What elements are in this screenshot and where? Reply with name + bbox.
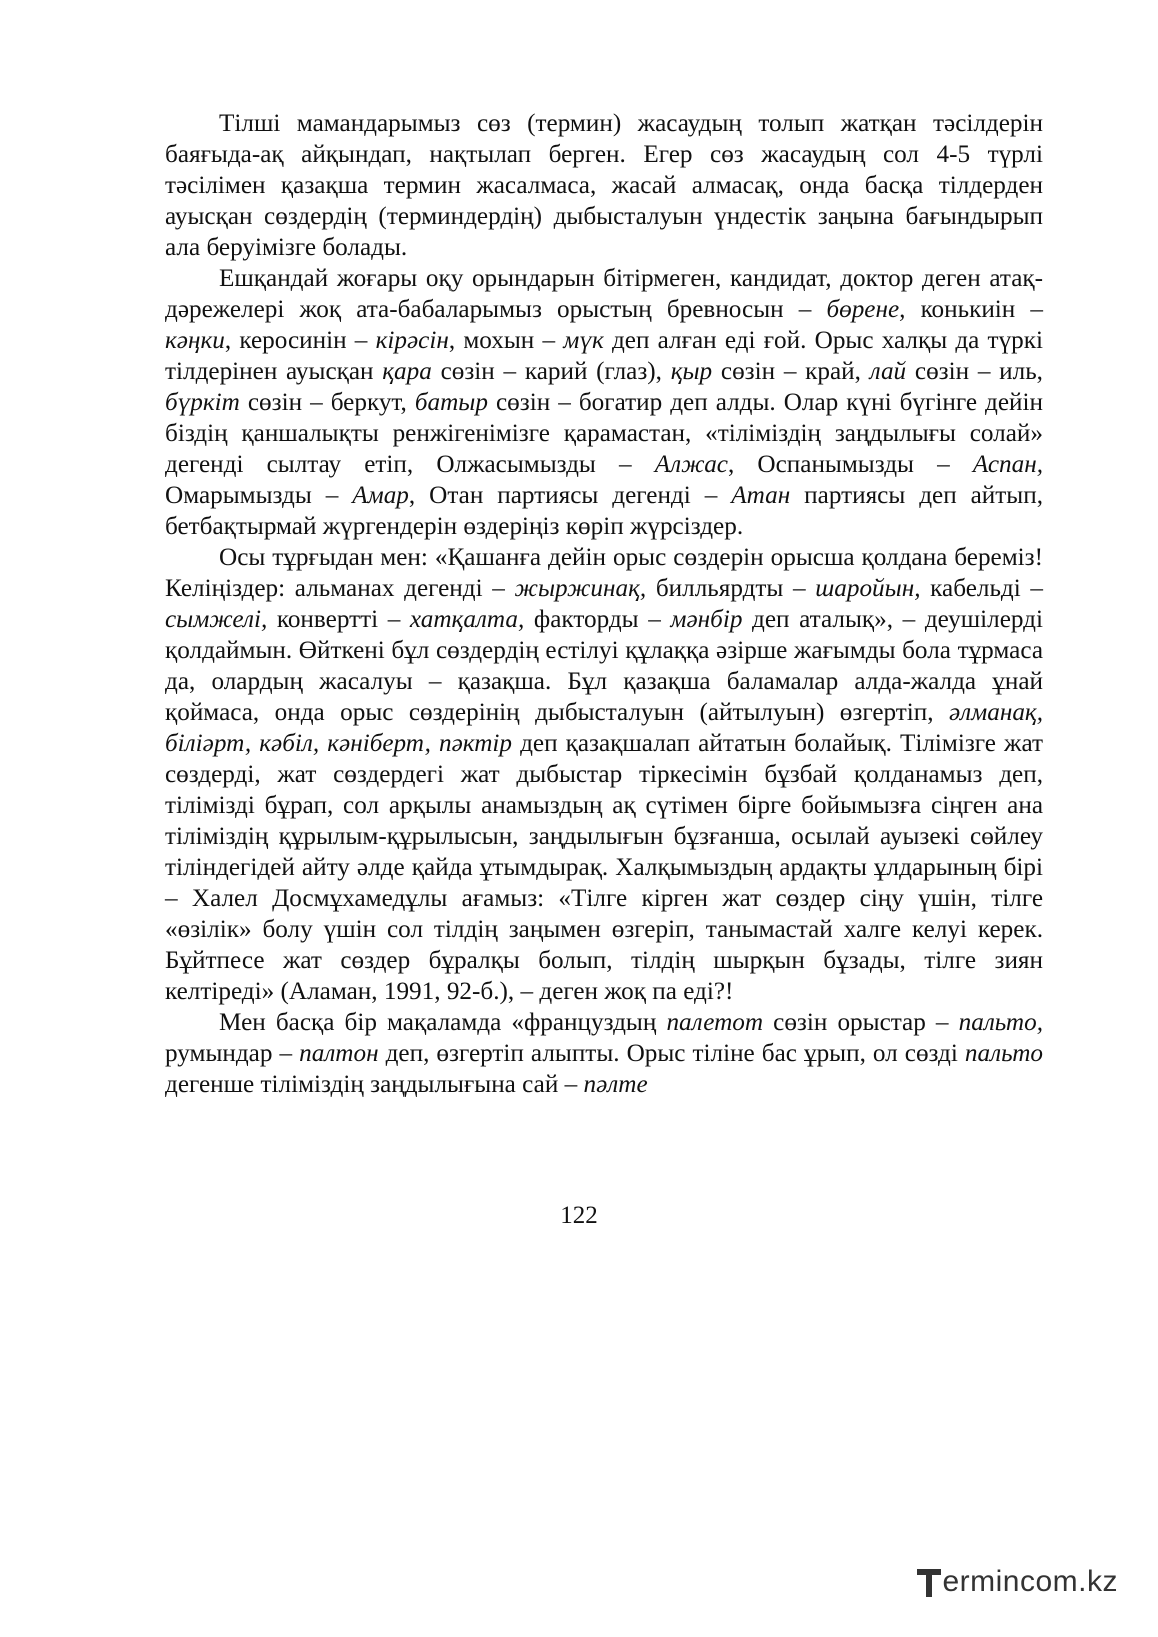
italic-term: пальто xyxy=(964,1040,1043,1067)
italic-term: мәнбір xyxy=(670,606,743,633)
text-run: деп алған еді ғой. Орыс халқы да түркі тілдерінен ауысқан xyxy=(165,327,1043,385)
text-run: деп, өзгертіп алыпты. Орыс тіліне бас ұрып, ол сөзді xyxy=(378,1040,965,1067)
italic-term: Атан xyxy=(731,482,791,509)
italic-term: мүк xyxy=(563,327,604,354)
italic-term: Аспан, xyxy=(972,451,1043,478)
italic-term: кәңки xyxy=(165,327,225,354)
text-run: , керосинін – xyxy=(224,327,376,354)
italic-term: кірәсін xyxy=(375,327,449,354)
text-run: деп қазақшалап айтатын болайық. Тілімізге жат сөздерді, жат сөздердегі жат дыбыстар тіркесімін бұзбай қолданамыз деп, тілімізді бұрап, сол арқылы анамыздың ақ сүтімен бірге бойымызға сіңген ана тіліміздің құрылым-құрылысын, заңдылығын бұзғанша, осылай ауызекі сөйлеу тіліндегідей айту әлде қайда ұтымдырақ. Халқымыздың ардақты ұлдарының бірі – Халел Досмұхамедұлы ағамыз: «Тілге кірген жат сөздер сіңу үшін, тілге «өзілік» болу үшін сол тілдің заңымен өзгеріп, танымастай халге келуі керек. Бұйтпесе жат сөздер бұралқы болып, тілдің шырқын бұзады, тілге зиян келтіреді» (Аламан, 1991, 92-б.), – деген жоқ па еді?! xyxy=(165,730,1043,1005)
text-run: , мохын – xyxy=(448,327,564,354)
text-run: , Отан партиясы дегенді – xyxy=(408,482,732,509)
text-run: билльярдты – xyxy=(646,575,816,602)
text-run: дегенше тіліміздің заңдылығына сай – xyxy=(165,1071,584,1098)
paragraph xyxy=(165,108,1043,263)
text-run: сөзін – край, xyxy=(712,358,870,385)
watermark-logo[interactable] xyxy=(917,1565,1118,1599)
text-run: Ешқандай жоғары оқу орындарын бітірмеген, кандидат, доктор деген атақ-дәрежелері жоқ ата-бабаларымыз орыстың бревносын – xyxy=(165,265,1043,323)
italic-term: Алжас xyxy=(654,451,728,478)
text-run: , Оспанымызды – xyxy=(727,451,973,478)
paragraph xyxy=(165,1007,1043,1100)
italic-term: пальто, xyxy=(958,1009,1044,1036)
text-run: румындар – xyxy=(165,1040,300,1067)
italic-term: бүркіт xyxy=(165,389,240,416)
text-run: конькиін – xyxy=(905,296,1043,323)
italic-term: батыр xyxy=(414,389,488,416)
italic-term: хатқалта, xyxy=(409,606,525,633)
italic-term: Амар xyxy=(352,482,409,509)
text-run: партиясы деп айтып, бетбақтырмай жүргендерін өздеріңіз көріп жүрсіздер. xyxy=(165,482,1043,540)
italic-term: лай xyxy=(869,358,907,385)
text-run: Мен басқа бір мақаламда «француздың xyxy=(219,1009,667,1036)
document-body xyxy=(165,108,1043,1100)
t-letter-logo-icon xyxy=(917,1567,941,1597)
italic-term: бөрене, xyxy=(826,296,906,323)
italic-term: қара xyxy=(382,358,432,385)
italic-term: сымжелі, xyxy=(165,606,268,633)
text-run: конвертті – xyxy=(267,606,410,633)
italic-term: әлманақ, біліәрт, кәбіл, кәніберт, пәктір xyxy=(165,699,1043,757)
watermark-text: ermincom.kz xyxy=(942,1565,1118,1598)
text-run: сөзін – богатир деп алды. Олар күні бүгінге дейін біздің қаншалықты ренжігенімізге қарамастан, «тіліміздің заңдылығы солай» дегенді сылтау етіп, Олжасымызды – xyxy=(165,389,1043,478)
paragraph xyxy=(165,542,1043,1007)
text-run: деп аталық», – деушілерді қолдаймын. Өйткені бұл сөздердің естілуі құлаққа әзірше жағымды бола тұрмаса да, олардың жасалуы – қазақша. Бұл қазақша баламалар алда-жалда ұнай қоймаса, онда орыс сөздерінің дыбысталуын (айтылуын) өзгертіп, xyxy=(165,606,1043,726)
text-run: кабельді – xyxy=(920,575,1043,602)
text-run: сөзін орыстар – xyxy=(763,1009,959,1036)
text-run: факторды – xyxy=(524,606,671,633)
italic-term: қыр xyxy=(670,358,713,385)
italic-term: шаройын, xyxy=(815,575,921,602)
paragraph xyxy=(165,263,1043,542)
italic-term: жыржинақ, xyxy=(514,575,647,602)
text-run: Тілші мамандарымыз сөз (термин) жасаудың толып жатқан тәсілдерін баяғыда-ақ айқындап, нақтылап берген. Егер сөз жасаудың сол 4-5 түрлі тәсілімен қазақша термин жасалмаса, жасай алмасақ, онда басқа тілдерден ауысқан сөздердің (терминдердің) дыбысталуын үндестік заңына бағындырып ала беруімізге болады. xyxy=(165,110,1043,261)
text-run: сөзін – беркут, xyxy=(239,389,415,416)
italic-term: пәлте xyxy=(583,1071,648,1098)
text-run: сөзін – карий (глаз), xyxy=(431,358,671,385)
text-run: сөзін – иль, xyxy=(906,358,1043,385)
italic-term: палетот xyxy=(666,1009,764,1036)
text-run: Осы тұрғыдан мен: «Қашанға дейін орыс сөздерін орысша қолдана береміз! Келіңіздер: альманах дегенді – xyxy=(165,544,1043,602)
text-run: Омарымызды – xyxy=(165,482,353,509)
page-number: 122 xyxy=(560,1202,598,1229)
italic-term: палтон xyxy=(299,1040,379,1067)
